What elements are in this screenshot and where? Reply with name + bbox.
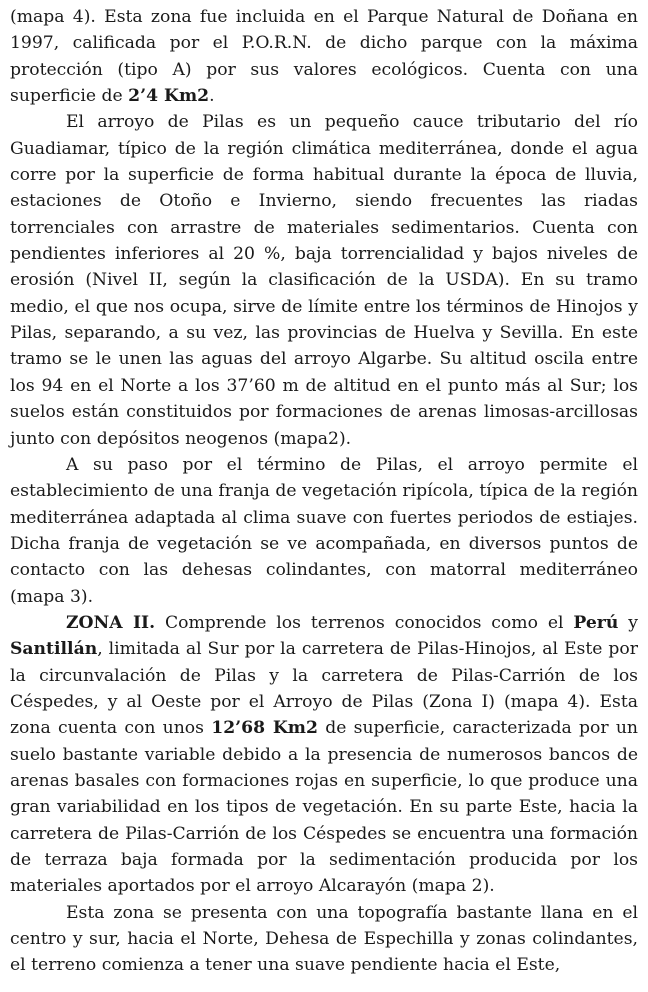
paragraph-4-text-a: Comprende los terrenos conocidos como el: [155, 612, 574, 633]
place-santillan: Santillán: [10, 639, 98, 660]
paragraph-3-text: A su paso por el término de Pilas, el arroyo permite el establecimiento de una franja de vegetación ripícola, típica de la región mediterránea adaptada al clima suave con fuertes periodos de estiajes. Dicha franja de vegetación se ve acompañada, en diversos puntos de contacto con las dehesas colindantes, con matorral mediterráneo (mapa 3).: [10, 454, 638, 607]
paragraph-1-text-b: .: [209, 86, 215, 107]
zone-2-heading: ZONA II.: [66, 612, 156, 633]
paragraph-5: [10, 900, 638, 979]
document-page: [10, 4, 638, 979]
paragraph-4: [10, 610, 638, 900]
place-peru: Perú: [573, 612, 619, 633]
area-zone-1: 2’4 Km2: [128, 86, 210, 107]
paragraph-1-text-a: (mapa 4). Esta zona fue incluida en el Parque Natural de Doñana en 1997, calificada por el P.O.R.N. de dicho parque con la máxima protección (tipo A) por sus valores ecológicos. Cuenta con una superficie de: [10, 7, 638, 107]
paragraph-1: [10, 4, 638, 109]
paragraph-3: [10, 452, 638, 610]
paragraph-4-text-d: de superficie, caracterizada por un suelo bastante variable debido a la presencia de numerosos bancos de arenas basales con formaciones rojas en superficie, lo que produce una gran variabilidad en los tipos de vegetación. En su parte Este, hacia la carretera de Pilas-Carrión de los Céspedes se encuentra una formación de terraza baja formada por la sedimentación producida por los materiales aportados por el arroyo Alcarayón (mapa 2).: [10, 718, 638, 897]
paragraph-5-text: Esta zona se presenta con una topografía bastante llana en el centro y sur, hacia el Norte, Dehesa de Espechilla y zonas colindantes, el terreno comienza a tener una suave pendiente hacia el Este,: [10, 902, 638, 976]
paragraph-4-text-c: , limitada al Sur por la carretera de Pilas-Hinojos, al Este por la circunvalación de Pilas y la carretera de Pilas-Carrión de los Céspedes, y al Oeste por el Arroyo de Pilas (Zona I) (mapa 4). Esta zona cuenta con unos: [10, 639, 638, 739]
paragraph-2: [10, 109, 638, 451]
paragraph-2-text: El arroyo de Pilas es un pequeño cauce tributario del río Guadiamar, típico de la región climática mediterránea, donde el agua corre por la superficie de forma habitual durante la época de lluvia, estaciones de Otoño e Invierno, siendo frecuentes las riadas torrenciales con arrastre de materiales sedimentarios. Cuenta con pendientes inferiores al 20 %, baja torrencialidad y bajos niveles de erosión (Nivel II, según la clasificación de la USDA). En su tramo medio, el que nos ocupa, sirve de límite entre los términos de Hinojos y Pilas, separando, a su vez, las provincias de Huelva y Sevilla. En este tramo se le unen las aguas del arroyo Algarbe. Su altitud oscila entre los 94 en el Norte a los 37’60 m de altitud en el punto más al Sur; los suelos están constituidos por formaciones de arenas limosas-arcillosas junto con depósitos neogenos (mapa2).: [10, 112, 638, 449]
area-zone-2: 12’68 Km2: [211, 718, 318, 739]
paragraph-4-text-b: y: [618, 612, 638, 633]
